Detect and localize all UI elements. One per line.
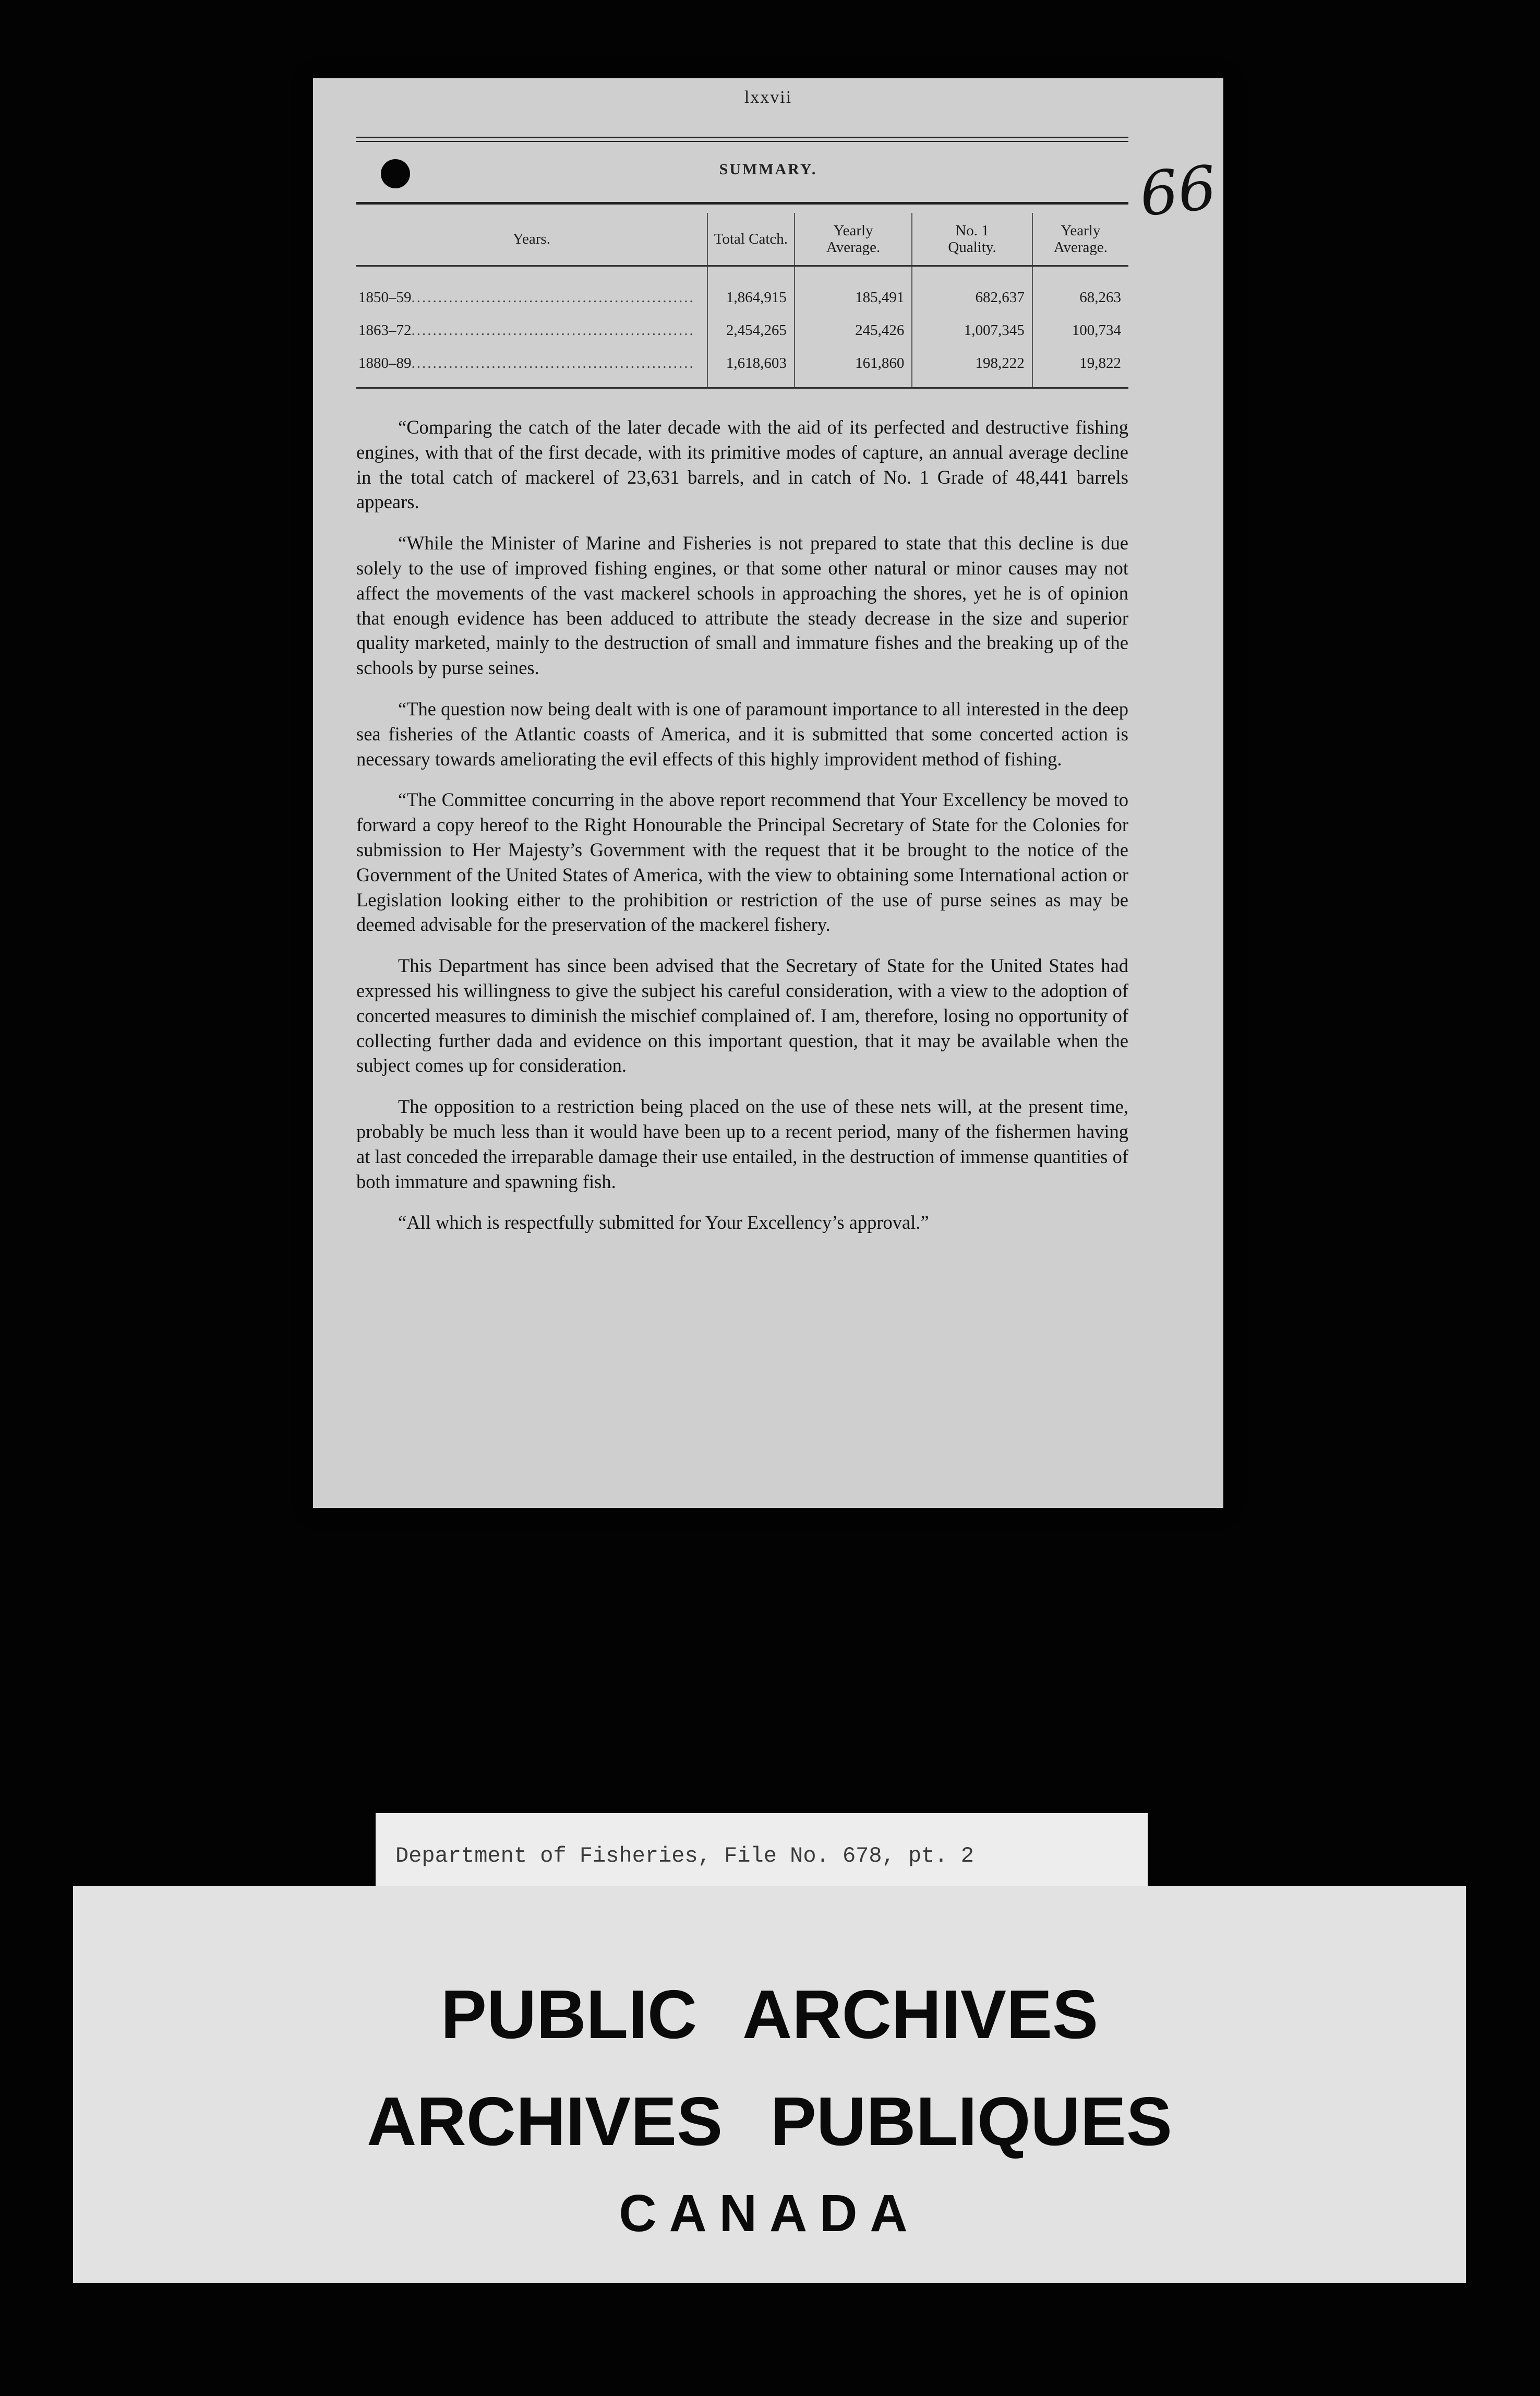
file-reference-label bbox=[376, 1813, 1148, 1897]
table-row bbox=[356, 266, 1128, 315]
page-number: lxxvii bbox=[744, 88, 792, 107]
section-title: SUMMARY. bbox=[719, 161, 817, 178]
file-reference-text: Department of Fisheries, File No. 678, pt. 2 bbox=[395, 1843, 974, 1868]
cell-no1-yearly-average: 19,822 bbox=[1032, 347, 1128, 388]
column-header-no1-yearly-average: Yearly Average. bbox=[1032, 213, 1128, 266]
archives-line-english: PUBLIC ARCHIVES bbox=[440, 1976, 1099, 2053]
paragraph: “The Committee concurring in the above report recommend that Your Excellency be moved to forward a copy hereof to the Right Honourable the Principal Secretary of State for the Colonies for submission to Her Majesty’s Government with the request that it be brought to the notice of the Government of the United States of America, with the view to obtaining some International action or Legislation looking either to the prohibition or restriction of the use of purse seines as may be deemed advisable for the preservation of the mackerel fishery. bbox=[356, 789, 1128, 936]
cell-no1-quality: 1,007,345 bbox=[912, 314, 1032, 347]
cell-total-catch: 2,454,265 bbox=[707, 314, 795, 347]
archives-line-french: ARCHIVES PUBLIQUES bbox=[367, 2083, 1172, 2160]
column-header-no1-quality: No. 1 Quality. bbox=[912, 213, 1032, 266]
leader-dots: ..................................................... bbox=[411, 289, 695, 306]
cell-total-catch: 1,864,915 bbox=[707, 266, 795, 315]
column-header-years: Years. bbox=[356, 213, 707, 266]
header-rule-top bbox=[356, 137, 1128, 138]
paragraph: “All which is respectfully submitted for Your Excellency’s approval.” bbox=[398, 1212, 929, 1233]
document-page bbox=[313, 78, 1223, 1508]
cell-no1-yearly-average: 68,263 bbox=[1032, 266, 1128, 315]
header-rule-top-double bbox=[356, 141, 1128, 142]
leader-dots: ..................................................... bbox=[411, 355, 695, 372]
header-rule-thick bbox=[356, 202, 1128, 205]
archives-card bbox=[73, 1886, 1466, 2283]
cell-total-catch: 1,618,603 bbox=[707, 347, 795, 388]
cell-yearly-average: 245,426 bbox=[795, 314, 912, 347]
paragraph: This Department has since been advised that the Secretary of State for the United States had expressed his willingness to give the subject his careful consideration, with a view to the adoption of concerted measures to diminish the mischief complained of. I am, therefore, losing no opportunity of collecting further dada and evidence on this important question, that it may be available when the subject comes up for consideration. bbox=[356, 955, 1128, 1076]
row-years: 1850–59 bbox=[358, 289, 412, 306]
column-header-total-catch: Total Catch. bbox=[707, 213, 795, 266]
column-header-yearly-average: Yearly Average. bbox=[795, 213, 912, 266]
cell-yearly-average: 161,860 bbox=[795, 347, 912, 388]
cell-yearly-average: 185,491 bbox=[795, 266, 912, 315]
leader-dots: ..................................................... bbox=[411, 322, 695, 339]
row-years: 1880–89 bbox=[358, 355, 412, 372]
paragraph: The opposition to a restriction being placed on the use of these nets will, at the present time, probably be much less than it would have been up to a recent period, many of the fishermen having at last conceded the irreparable damage their use entailed, in the destruction of immense quantities of both immature and spawning fish. bbox=[356, 1096, 1128, 1192]
cell-no1-quality: 682,637 bbox=[912, 266, 1032, 315]
paragraph: “Comparing the catch of the later decade with the aid of its perfected and destructive fishing engines, with that of the first decade, with its primitive modes of capture, an annual average decline in the total catch of mackerel of 23,631 barrels, and in catch of No. 1 Grade of 48,441 barrels appears. bbox=[356, 416, 1128, 513]
table-row bbox=[356, 347, 1128, 388]
cell-no1-yearly-average: 100,734 bbox=[1032, 314, 1128, 347]
table-header-row bbox=[356, 213, 1128, 266]
archives-line-country: CANADA bbox=[619, 2184, 920, 2243]
summary-table bbox=[356, 213, 1128, 389]
paragraph: “While the Minister of Marine and Fisheries is not prepared to state that this decline is due solely to the use of improved fishing engines, or that some other natural or minor causes may not affect the movements of the vast mackerel schools in approaching the shores, yet he is of opinion that enough evidence has been adduced to attribute the steady decrease in the size and superior quality marketed, mainly to the destruction of small and immature fishes and the breaking up of the schools by purse seines. bbox=[356, 532, 1128, 679]
cell-no1-quality: 198,222 bbox=[912, 347, 1032, 388]
row-years: 1863–72 bbox=[358, 322, 412, 339]
paragraph: “The question now being dealt with is one of paramount importance to all interested in the deep sea fisheries of the Atlantic coasts of America, and it is submitted that some concerted action is necessary towards ameliorating the evil effects of this highly improvident method of fishing. bbox=[356, 698, 1128, 770]
table-row bbox=[356, 314, 1128, 347]
body-text bbox=[356, 415, 1128, 1251]
handwritten-page-mark: 66 bbox=[1136, 152, 1220, 231]
